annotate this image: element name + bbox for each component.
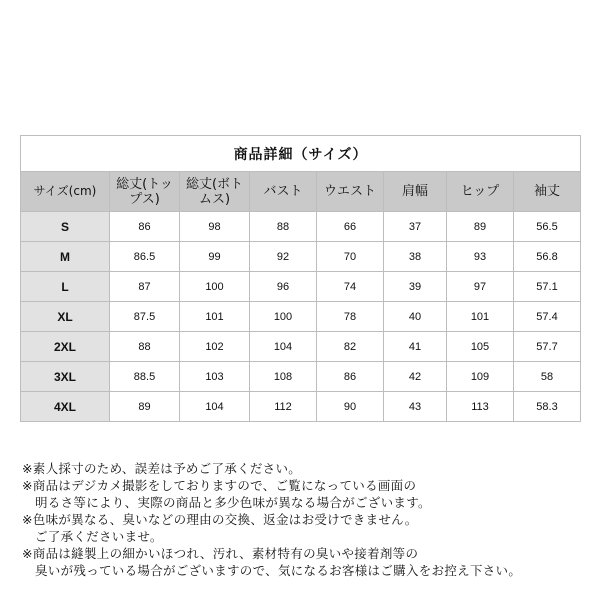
header-length-bottoms: 総丈(ボトムス) xyxy=(180,172,250,212)
table-cell: 70 xyxy=(317,242,384,272)
header-waist: ウエスト xyxy=(317,172,384,212)
table-cell: 87 xyxy=(110,272,180,302)
table-header-row xyxy=(21,172,581,212)
table-cell: 41 xyxy=(384,332,447,362)
note-sewing-odor-cont: 臭いが残っている場合がございますので、気になるお客様はご購入をお控え下さい。 xyxy=(35,563,522,578)
note-photo-color: ※商品はデジカメ撮影をしておりますので、ご覧になっている画面の xyxy=(22,478,417,493)
note-measurement: ※素人採寸のため、誤差は予めご了承ください。 xyxy=(22,461,302,476)
table-cell: 58.3 xyxy=(514,392,581,422)
table-cell: 82 xyxy=(317,332,384,362)
table-cell: 98 xyxy=(180,212,250,242)
table-cell: 57.1 xyxy=(514,272,581,302)
table-cell: 87.5 xyxy=(110,302,180,332)
table-cell: 101 xyxy=(180,302,250,332)
table-cell: 90 xyxy=(317,392,384,422)
table-row xyxy=(21,212,581,242)
header-bust: バスト xyxy=(250,172,317,212)
table-cell: 42 xyxy=(384,362,447,392)
note-sewing-odor: ※商品は縫製上の細かいほつれ、汚れ、素材特有の臭いや接着剤等の xyxy=(22,546,419,561)
table-cell: 37 xyxy=(384,212,447,242)
size-label: XL xyxy=(21,302,110,332)
table-cell: 86.5 xyxy=(110,242,180,272)
table-title-row xyxy=(21,136,581,172)
table-cell: 43 xyxy=(384,392,447,422)
table-cell: 58 xyxy=(514,362,581,392)
size-label: L xyxy=(21,272,110,302)
table-cell: 40 xyxy=(384,302,447,332)
table-row xyxy=(21,392,581,422)
table-cell: 38 xyxy=(384,242,447,272)
table-row xyxy=(21,362,581,392)
table-title: 商品詳細（サイズ） xyxy=(21,136,581,172)
table-cell: 56.8 xyxy=(514,242,581,272)
table-cell: 86 xyxy=(317,362,384,392)
header-size: サイズ(cm) xyxy=(21,172,110,212)
table-row xyxy=(21,302,581,332)
table-cell: 112 xyxy=(250,392,317,422)
table-cell: 89 xyxy=(447,212,514,242)
size-label: 4XL xyxy=(21,392,110,422)
table-cell: 86 xyxy=(110,212,180,242)
table-cell: 88.5 xyxy=(110,362,180,392)
note-no-exchange-cont: ご了承くださいませ。 xyxy=(35,529,163,544)
table-cell: 108 xyxy=(250,362,317,392)
table-cell: 57.4 xyxy=(514,302,581,332)
header-sleeve-length: 袖丈 xyxy=(514,172,581,212)
table-cell: 74 xyxy=(317,272,384,302)
table-cell: 113 xyxy=(447,392,514,422)
table-cell: 96 xyxy=(250,272,317,302)
header-shoulder-width: 肩幅 xyxy=(384,172,447,212)
product-notes xyxy=(22,460,592,579)
table-cell: 97 xyxy=(447,272,514,302)
size-label: 2XL xyxy=(21,332,110,362)
table-cell: 78 xyxy=(317,302,384,332)
table-cell: 92 xyxy=(250,242,317,272)
table-cell: 102 xyxy=(180,332,250,362)
table-cell: 56.5 xyxy=(514,212,581,242)
size-detail-table xyxy=(20,135,581,422)
table-cell: 93 xyxy=(447,242,514,272)
size-label: M xyxy=(21,242,110,272)
table-row xyxy=(21,332,581,362)
note-no-exchange: ※色味が異なる、臭いなどの理由の交換、返金はお受けできません。 xyxy=(22,512,418,527)
table-cell: 89 xyxy=(110,392,180,422)
table-cell: 104 xyxy=(250,332,317,362)
note-photo-color-cont: 明るさ等により、実際の商品と多少色味が異なる場合がございます。 xyxy=(35,495,431,510)
table-cell: 57.7 xyxy=(514,332,581,362)
table-cell: 66 xyxy=(317,212,384,242)
table-cell: 88 xyxy=(250,212,317,242)
table-cell: 104 xyxy=(180,392,250,422)
size-label: S xyxy=(21,212,110,242)
table-row xyxy=(21,242,581,272)
header-length-tops: 総丈(トップス) xyxy=(110,172,180,212)
table-cell: 105 xyxy=(447,332,514,362)
table-cell: 109 xyxy=(447,362,514,392)
header-hip: ヒップ xyxy=(447,172,514,212)
table-cell: 39 xyxy=(384,272,447,302)
table-cell: 99 xyxy=(180,242,250,272)
table-cell: 100 xyxy=(250,302,317,332)
table-cell: 101 xyxy=(447,302,514,332)
size-label: 3XL xyxy=(21,362,110,392)
table-cell: 100 xyxy=(180,272,250,302)
table-cell: 103 xyxy=(180,362,250,392)
table-row xyxy=(21,272,581,302)
table-cell: 88 xyxy=(110,332,180,362)
